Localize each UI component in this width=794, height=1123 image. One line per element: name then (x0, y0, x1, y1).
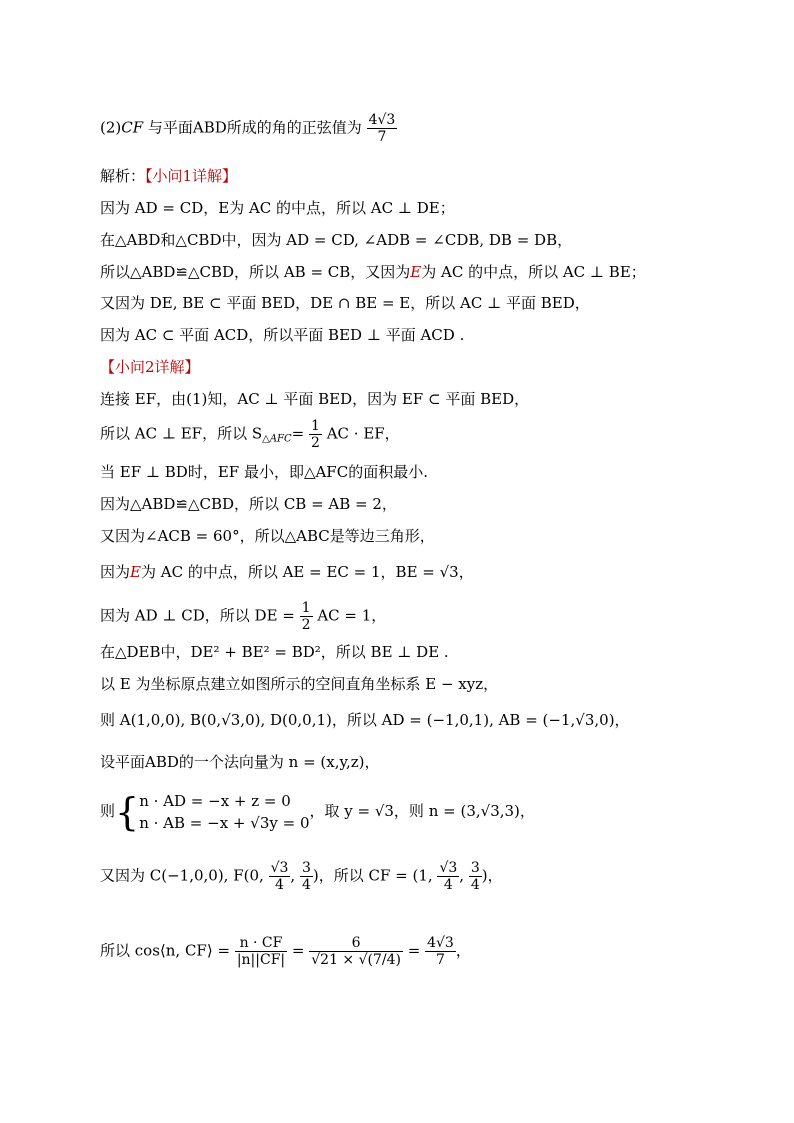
part2-line-4: 因为△ABD≌△CBD，所以 CB = AB = 2， (100, 495, 397, 513)
point-e-highlight-2: E (130, 563, 141, 581)
part2-line-11: 设平面ABD的一个法向量为 n = (x,y,z)， (100, 753, 380, 771)
question-2-title (100, 112, 397, 145)
part1-line-4: 又因为 DE, BE ⊂ 平面 BED，DE ∩ BE = E，所以 AC ⊥ 平面 BED， (100, 294, 590, 312)
half-fraction: $\frac{1}{2}$ (311, 418, 320, 451)
part2-line-5: 又因为∠ACB = 60°，所以△ABC是等边三角形， (100, 527, 435, 545)
point-e-highlight: E (410, 263, 422, 281)
part2-line-8: 在△DEB中，DE² + BE² = BD²，所以 BE ⊥ DE . (100, 643, 449, 661)
part2-heading: 【小问2详解】 (100, 358, 200, 376)
part2-line-6: 因为E为 AC 的中点，所以 AE = EC = 1，BE = √3， (100, 563, 474, 581)
analysis-header (100, 166, 237, 186)
part2-line-10: 则 A(1,0,0), B(0,√3,0), D(0,0,1)，所以 AD = (−1,0,1), AB = (−1,√3,0)， (100, 711, 630, 729)
half-fraction-2: $\frac{1}{2}$ (301, 600, 311, 633)
equation-2: n · AB = −x + √3y = 0 (139, 814, 310, 832)
question-number: (2) (100, 118, 122, 137)
cosine-value-fraction: $\frac{6}{√21 \times √(7/4)}$ (311, 935, 401, 968)
part2-line-9: 以 E 为坐标原点建立如图所示的空间直角坐标系 E − xyz， (100, 675, 499, 693)
part2-line-14: 所以 cos⟨n, CF⟩ = $\frac{n \cdot CF}{|n||CF|}$ = $\frac{6}{√21 \times √(7/4)}$ = $\frac{4√3}{7}$ ， (100, 935, 471, 968)
part1-line-2: 在△ABD和△CBD中，因为 AD = CD, ∠ADB = ∠CDB, DB = DB， (100, 231, 573, 249)
equation-system (139, 790, 309, 834)
part2-line-1: 连接 EF，由(1)知，AC ⊥ 平面 BED，因为 EF ⊂ 平面 BED， (100, 390, 530, 408)
answer-fraction: $\frac{4√3}{7}$ (368, 112, 396, 145)
part1-heading: 【小问1详解】 (145, 167, 238, 185)
cosine-fraction: $\frac{n \cdot CF}{|n||CF|}$ (236, 935, 286, 968)
area-subscript: △AFC (262, 433, 292, 445)
part1-line-5: 因为 AC ⊂ 平面 ACD，所以平面 BED ⊥ 平面 ACD . (100, 326, 465, 344)
cosine-result-fraction: $\frac{4√3}{7}$ (427, 935, 454, 968)
cf-coordinate-z: $\frac{3}{4}$ (470, 860, 480, 893)
title-text: 与平面ABD所成的角的正弦值为 (147, 118, 362, 137)
part2-line-3: 当 EF ⊥ BD时，EF 最小，即△AFC的面积最小. (100, 463, 428, 481)
part2-line-7: 因为 AD ⊥ CD，所以 DE = $\frac{1}{2}$ AC = 1， (100, 600, 387, 633)
cf-coordinate-y: $\frac{√3}{4}$ (439, 860, 458, 893)
part2-line-13: 又因为 C(−1,0,0), F(0, $\frac{√3}{4}$ , $\frac{3}{4}$ )，所以 CF = (1, $\frac{√3}{4}$ , $\frac{3}{4}$ )， (100, 860, 503, 893)
system-brace: { (115, 790, 140, 834)
f-coordinate-y: $\frac{√3}{4}$ (270, 860, 289, 893)
part2-line-12: 则{ n · AD = −x + z = 0 n · AB = −x + √3y = 0 ，取 y = √3，则 n = (3,√3,3)， (100, 790, 535, 834)
part1-line-1: 因为 AD = CD，E为 AC 的中点，所以 AC ⊥ DE； (100, 199, 455, 217)
equation-1: n · AD = −x + z = 0 (139, 792, 291, 810)
segment-cf: CF (121, 118, 144, 137)
analysis-label: 解析： (100, 167, 146, 185)
f-coordinate-z: $\frac{3}{4}$ (301, 860, 311, 893)
part2-line-2: 所以 AC ⊥ EF，所以 $S_{\triangle AFC}=$ $\frac{1}{2}$ AC · EF， (100, 418, 400, 451)
part1-line-3: 所以△ABD≌△CBD，所以 AB = CB，又因为E为 AC 的中点，所以 AC ⊥ BE； (100, 263, 646, 281)
